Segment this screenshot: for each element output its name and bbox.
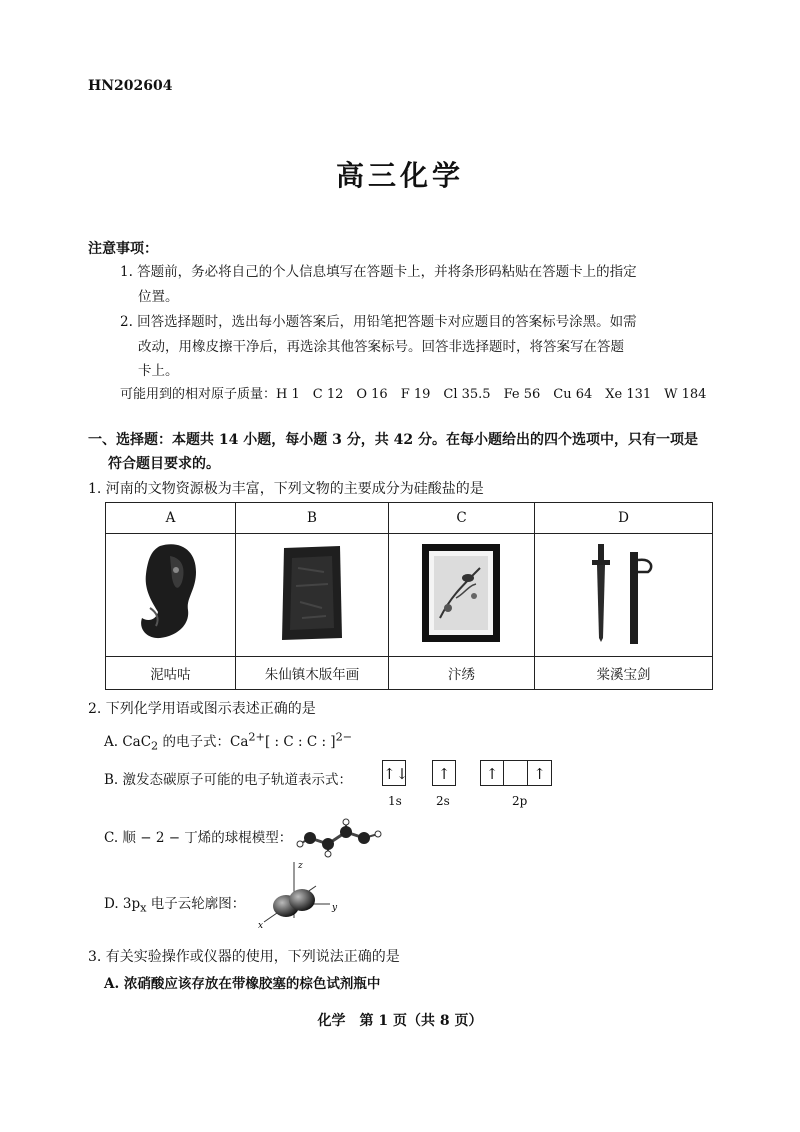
option-a-mid: 的电子式：Ca bbox=[158, 734, 249, 750]
option-a-charge: 2− bbox=[335, 730, 353, 744]
orbital-2p bbox=[480, 760, 552, 786]
option-b-name: 朱仙镇木版年画 bbox=[235, 657, 388, 690]
bian-embroidery-image bbox=[416, 538, 506, 648]
option-a-superscript: 2+ bbox=[248, 730, 265, 744]
option-a-name: 泥咕咕 bbox=[106, 657, 236, 690]
notice-heading: 注意事项： bbox=[88, 241, 158, 257]
notice-item-2-line-3: 卡上。 bbox=[138, 363, 179, 379]
exam-code: HN202604 bbox=[88, 78, 173, 94]
orbital-label-2s: 2s bbox=[436, 794, 450, 808]
question-1-stem: 1. 河南的文物资源极为丰富，下列文物的主要成分为硅酸盐的是 bbox=[88, 481, 484, 497]
orbital-2p-box-2 bbox=[504, 760, 528, 786]
axis-z-label: z bbox=[298, 861, 303, 871]
woodblock-print-image bbox=[272, 538, 352, 648]
axis-y-label: y bbox=[332, 903, 338, 913]
option-b-image bbox=[235, 534, 388, 657]
option-a-subscript: 2 bbox=[151, 739, 159, 753]
orbital-1s bbox=[382, 760, 409, 786]
question-2-stem: 2. 下列化学用语或图示表述正确的是 bbox=[88, 701, 316, 717]
option-c-image bbox=[389, 534, 535, 657]
option-a-letter: A bbox=[106, 503, 236, 534]
notice-item-2-line-2: 改动，用橡皮擦干净后，再选涂其他答案标号。回答非选择题时，将答案写在答题 bbox=[138, 339, 624, 355]
page-title: 高三化学 bbox=[335, 159, 464, 192]
question-2-option-a bbox=[104, 730, 352, 753]
ni-gugu-whistle-image bbox=[130, 538, 210, 648]
option-a-text: A. CaC bbox=[104, 734, 152, 750]
section-1-heading-line-2: 符合题目要求的。 bbox=[108, 456, 220, 472]
axis-x-label: x bbox=[258, 921, 264, 931]
question-1-table bbox=[105, 502, 713, 690]
orbital-2s-box: ↑ bbox=[432, 760, 456, 786]
option-b-letter: B bbox=[235, 503, 388, 534]
page-footer: 化学 第 1 页（共 8 页） bbox=[317, 1013, 483, 1029]
question-2-option-c: C. 顺 − 2 − 丁烯的球棍模型： bbox=[104, 830, 293, 846]
option-d-image bbox=[534, 534, 712, 657]
option-a-formula: [ : C : C : ] bbox=[264, 734, 336, 750]
question-2-option-d bbox=[104, 892, 245, 915]
option-d-name: 棠溪宝剑 bbox=[534, 657, 712, 690]
notice-item-2-line-1: 2. 回答选择题时，选出每小题答案后，用铅笔把答题卡对应题目的答案标号涂黑。如需 bbox=[120, 314, 637, 330]
ball-stick-model-image bbox=[294, 814, 384, 858]
question-3-option-a: A. 浓硝酸应该存放在带橡胶塞的棕色试剂瓶中 bbox=[104, 976, 381, 992]
question-3-stem: 3. 有关实验操作或仪器的使用，下列说法正确的是 bbox=[88, 949, 400, 965]
notice-item-1-line-2: 位置。 bbox=[138, 289, 179, 305]
option-c-name: 汴绣 bbox=[389, 657, 535, 690]
question-2-option-b: B. 激发态碳原子可能的电子轨道表示式： bbox=[104, 772, 353, 788]
orbital-1s-box: ↑↓ bbox=[382, 760, 406, 786]
orbital-label-2p: 2p bbox=[512, 794, 528, 808]
option-d-text: D. 3p bbox=[104, 896, 141, 912]
option-a-image bbox=[106, 534, 236, 657]
p-orbital-diagram bbox=[244, 858, 344, 932]
option-d-letter: D bbox=[534, 503, 712, 534]
option-c-letter: C bbox=[389, 503, 535, 534]
orbital-2s bbox=[432, 760, 456, 786]
orbital-2p-box-3: ↑ bbox=[528, 760, 552, 786]
option-d-caption: 电子云轮廓图： bbox=[146, 896, 246, 912]
option-d-subscript: x bbox=[140, 901, 147, 915]
section-1-heading-line-1: 一、选择题：本题共 14 小题，每小题 3 分，共 42 分。在每小题给出的四个选项中，只有一项是 bbox=[88, 432, 698, 448]
orbital-2p-box-1: ↑ bbox=[480, 760, 504, 786]
orbital-label-1s: 1s bbox=[388, 794, 402, 808]
tangxi-sword-image bbox=[568, 538, 678, 648]
atomic-masses: 可能用到的相对原子质量：H 1 C 12 O 16 F 19 Cl 35.5 Fe 56 Cu 64 Xe 131 W 184 bbox=[120, 387, 707, 402]
notice-item-1-line-1: 1. 答题前，务必将自己的个人信息填写在答题卡上，并将条形码粘贴在答题卡上的指定 bbox=[120, 264, 637, 280]
